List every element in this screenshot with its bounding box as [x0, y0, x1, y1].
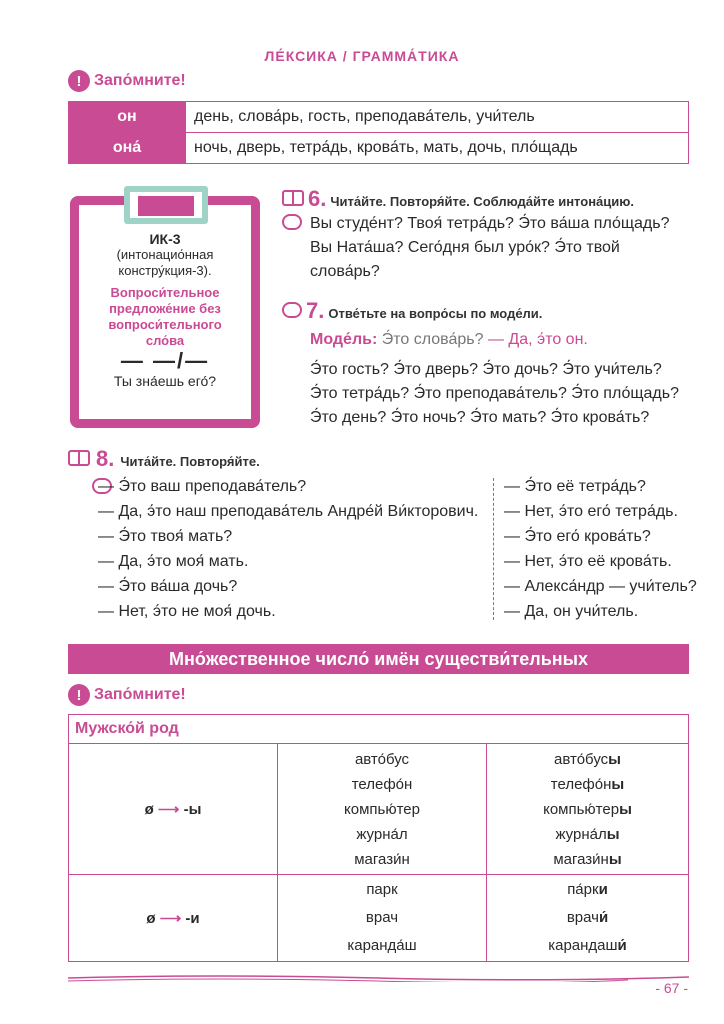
dialog-right-column — [504, 474, 697, 624]
gender-table — [68, 101, 689, 164]
dialog-line: — Э́то его́ крова́ть? — [504, 528, 651, 545]
rule-cell — [69, 875, 278, 962]
dialog-line: — Нет, э́то его́ тетра́дь. — [504, 503, 678, 520]
table-header: Мужско́й род — [69, 715, 689, 744]
model-question: Э́то слова́рь? — [381, 331, 484, 348]
remember-label: Запо́мните! — [94, 686, 186, 703]
exercise-6-heading — [282, 186, 634, 212]
arrow-right-icon: ⟶ — [159, 910, 182, 927]
plural-word: магази́ны — [553, 850, 622, 868]
text-line: слова́рь? — [310, 263, 380, 280]
chat-icon — [282, 214, 302, 230]
table-header-row — [69, 715, 689, 744]
table-row — [69, 875, 689, 962]
arrow-right-icon: ⟶ — [157, 801, 180, 818]
card-pattern: — —/— — [120, 348, 210, 373]
singular-cell — [278, 744, 487, 875]
text-line: Вы студе́нт? Твоя́ тетра́дь? Э́то ва́ша пло́щадь? — [310, 215, 670, 232]
text-line: Э́то тетра́дь? Э́то преподава́тель? Э́то пло́щадь? — [310, 385, 679, 402]
card-title: ИК-3 — [149, 231, 181, 247]
singular-word: журна́л — [356, 825, 408, 843]
model-label: Моде́ль: — [310, 331, 378, 348]
plural-cell — [487, 744, 689, 875]
rule-cell — [69, 744, 278, 875]
text-line: Вы Ната́ша? Сего́дня был уро́к? Э́то твой — [310, 239, 620, 256]
page-number: - 67 - — [655, 980, 688, 996]
words-cell: день, слова́рь, гость, преподава́тель, учи́тель — [186, 102, 689, 133]
text-line: Э́то гость? Э́то дверь? Э́то дочь? Э́то учи́тель? — [310, 361, 662, 378]
text-line: Э́то день? Э́то ночь? Э́то мать? Э́то крова́ть? — [310, 409, 650, 426]
singular-word: компью́тер — [344, 800, 420, 818]
singular-word: телефо́н — [351, 775, 413, 793]
exercise-8-heading — [68, 446, 260, 472]
singular-word: каранда́ш — [347, 937, 417, 954]
intonation-card — [70, 196, 260, 428]
table-row — [69, 102, 689, 133]
exclamation-icon: ! — [68, 70, 90, 92]
remember-heading — [68, 684, 186, 706]
singular-word: парк — [366, 881, 398, 898]
dialog-line: — Э́то её тетра́дь? — [504, 478, 646, 495]
rule-to: -ы — [183, 801, 202, 818]
pronoun-cell: он — [69, 102, 186, 133]
footer-wave — [68, 974, 689, 982]
dialog-line: — Да, он учи́тель. — [504, 603, 639, 620]
exercise-7-heading — [282, 298, 542, 324]
rule-from: ø — [146, 910, 156, 927]
plural-word: врачи́ — [566, 909, 609, 926]
dialog-line: — Нет, э́то не моя́ дочь. — [98, 603, 276, 620]
rule-from: ø — [144, 801, 154, 818]
plural-word: авто́бусы — [554, 750, 621, 768]
singular-word: авто́бус — [354, 750, 410, 768]
plural-table — [68, 714, 689, 962]
singular-cell — [278, 875, 487, 962]
book-icon — [282, 190, 304, 206]
pronoun-cell: она́ — [69, 133, 186, 164]
section-title: Мно́жественное число́ имён существи́тельных — [68, 644, 689, 674]
rule-to: -и — [185, 910, 200, 927]
remember-label: Запо́мните! — [94, 72, 186, 89]
book-icon — [68, 450, 90, 466]
plural-word: журна́лы — [555, 825, 620, 843]
plural-cell — [487, 875, 689, 962]
card-emphasis: Вопроси́тельное предложе́ние без вопроси́тельного сло́ва — [108, 285, 222, 348]
exercise-7-text — [310, 358, 679, 430]
card-subtitle: (интонацио́нная констру́кция-3). — [116, 247, 214, 278]
exercise-number: 8. — [96, 446, 115, 471]
exercise-number: 6. — [308, 186, 327, 211]
card-clip-inner — [138, 196, 194, 216]
column-divider — [493, 478, 494, 620]
exercise-6-text — [310, 212, 670, 284]
model-answer: — Да, э́то он. — [487, 331, 588, 348]
chat-icon — [282, 302, 302, 318]
table-row — [69, 744, 689, 875]
exercise-instruction: Чита́йте. Повторя́йте. — [120, 454, 260, 469]
dialog-line: — Э́то ваш преподава́тель? — [98, 478, 307, 495]
dialog-left-column — [98, 474, 478, 624]
dialog-line: — Э́то ва́ша дочь? — [98, 578, 238, 595]
dialog-line: — Э́то твоя́ мать? — [98, 528, 233, 545]
exercise-number: 7. — [306, 298, 325, 323]
table-row — [69, 133, 689, 164]
plural-word: телефо́ны — [550, 775, 625, 793]
dialog-line: — Да, э́то моя́ мать. — [98, 553, 249, 570]
plural-word: па́рки — [567, 881, 608, 898]
exercise-7-model — [310, 328, 588, 352]
singular-word: врач — [365, 909, 399, 926]
card-example: Ты зна́ешь его́? — [113, 373, 217, 389]
words-cell: ночь, дверь, тетра́дь, крова́ть, мать, дочь, пло́щадь — [186, 133, 689, 164]
dialog-line: — Да, э́то наш преподава́тель Андре́й Ви́кторович. — [98, 503, 479, 520]
dialog-line: — Нет, э́то её крова́ть. — [504, 553, 672, 570]
page-header-title: ЛЕ́КСИКА / ГРАММА́ТИКА — [264, 48, 460, 64]
dialog-line: — Алекса́ндр — учи́тель? — [504, 578, 697, 595]
singular-word: магази́н — [354, 850, 410, 868]
exclamation-icon: ! — [68, 684, 90, 706]
remember-heading — [68, 70, 186, 92]
plural-word: карандаши́ — [548, 937, 627, 954]
exercise-instruction: Чита́йте. Повторя́йте. Соблюда́йте интона́цию. — [330, 194, 634, 209]
plural-word: компью́теры — [543, 800, 632, 818]
exercise-instruction: Отве́тьте на вопро́сы по моде́ли. — [328, 306, 543, 321]
